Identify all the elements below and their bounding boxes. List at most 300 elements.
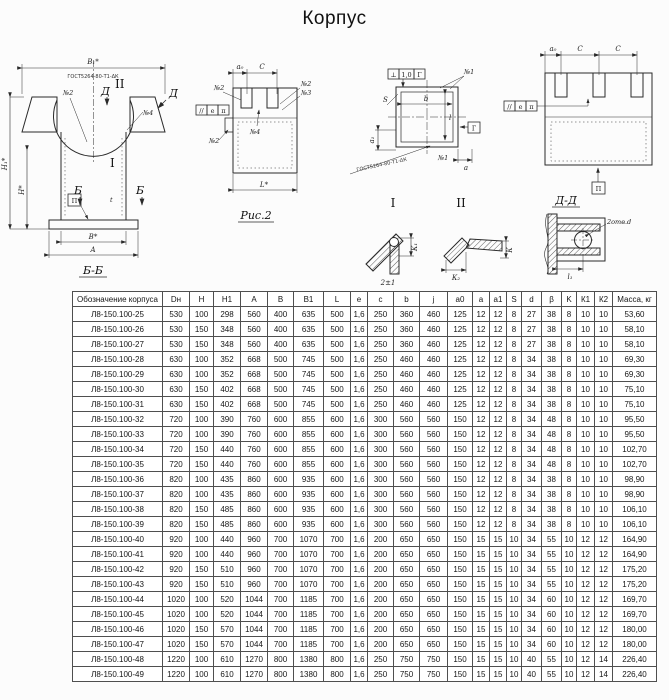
value-cell: 10 [577,457,595,472]
value-cell: 10 [595,337,613,352]
weld-callout-n1-bot: №1 [438,154,449,162]
value-cell: 150 [448,502,473,517]
value-cell: 38 [542,337,562,352]
designation-cell: Л8-150.100-27 [73,337,163,352]
value-cell: 34 [522,532,542,547]
value-cell: 15 [473,607,490,622]
value-cell: 8 [507,382,522,397]
value-cell: 200 [368,547,394,562]
value-cell: 12 [473,307,490,322]
value-cell: 352 [214,352,241,367]
weld-callout-n3: №3 [301,89,312,97]
gost-weld-note: ГОСТ5264-80-Т1-ΔК [67,74,119,80]
value-cell: 15 [473,592,490,607]
value-cell: 300 [368,502,394,517]
value-cell: 10 [562,637,577,652]
value-cell: 60 [542,592,562,607]
value-cell: 15 [490,547,507,562]
column-header: К1 [577,292,595,307]
column-header: B1 [294,292,324,307]
value-cell: 12 [473,472,490,487]
value-cell: 12 [490,337,507,352]
table-row [73,637,657,652]
value-cell: 12 [577,547,595,562]
value-cell: 15 [490,622,507,637]
value-cell: 8 [562,502,577,517]
value-cell: 8 [562,322,577,337]
value-cell: 55 [542,667,562,682]
weld-symbol-box [504,101,537,111]
value-cell: 12 [577,577,595,592]
value-cell: 1380 [294,652,324,667]
dim-a0-label: а₀ [549,45,557,53]
weld-cell: // [199,107,204,115]
value-cell: 630 [163,352,190,367]
value-cell: 560 [394,442,420,457]
value-cell: 500 [324,367,351,382]
value-cell: 935 [294,502,324,517]
value-cell: 150 [448,592,473,607]
dim-l1-label: l₁ [567,273,573,281]
value-cell: 10 [595,442,613,457]
value-cell: 560 [394,517,420,532]
value-cell: 10 [507,547,522,562]
value-cell: 12 [473,367,490,382]
value-cell: 15 [473,622,490,637]
value-cell: 745 [294,352,324,367]
value-cell: 402 [214,397,241,412]
value-cell: 10 [595,397,613,412]
value-cell: 226,40 [613,652,657,667]
designation-cell: Л8-150.100-45 [73,607,163,622]
table-row [73,517,657,532]
value-cell: 55 [542,652,562,667]
value-cell: 560 [420,457,448,472]
value-cell: 650 [394,622,420,637]
holes-note: 2отв.d [607,218,632,226]
gost-weld-note: ГОСТ5264-80-Т1-ΔК [356,156,408,174]
weld-callout-n2-left: №2 [214,84,225,92]
value-cell: 360 [394,322,420,337]
value-cell: 38 [542,517,562,532]
value-cell: 38 [542,367,562,382]
value-cell: 400 [268,337,294,352]
value-cell: 610 [214,652,241,667]
value-cell: 200 [368,622,394,637]
value-cell: 10 [577,352,595,367]
side-view-drawing [196,63,311,222]
value-cell: 1020 [163,592,190,607]
header-row [73,292,657,307]
value-cell: 164,90 [613,532,657,547]
value-cell: 34 [522,637,542,652]
value-cell: 10 [577,307,595,322]
value-cell: 8 [562,412,577,427]
value-cell: 8 [507,517,522,532]
value-cell: 8 [562,472,577,487]
value-cell: 8 [562,397,577,412]
value-cell: 100 [190,427,214,442]
table-row [73,562,657,577]
value-cell: 8 [562,367,577,382]
value-cell: 10 [562,577,577,592]
value-cell: 650 [394,532,420,547]
table-row [73,592,657,607]
dim-a1-label: а₁ [368,136,376,144]
value-cell: 650 [420,577,448,592]
value-cell: 1,6 [351,532,368,547]
value-cell: 935 [294,487,324,502]
value-cell: 55 [542,562,562,577]
value-cell: 200 [368,532,394,547]
table-row [73,427,657,442]
value-cell: 1270 [241,667,268,682]
value-cell: 1070 [294,577,324,592]
value-cell: 12 [577,667,595,682]
value-cell: 10 [595,502,613,517]
value-cell: 1185 [294,637,324,652]
value-cell: 10 [562,547,577,562]
value-cell: 635 [294,322,324,337]
value-cell: 1,6 [351,427,368,442]
value-cell: 15 [473,667,490,682]
table-row [73,607,657,622]
value-cell: 600 [268,442,294,457]
value-cell: 150 [448,487,473,502]
value-cell: 164,90 [613,547,657,562]
value-cell: 10 [562,652,577,667]
value-cell: 27 [522,337,542,352]
value-cell: 668 [241,382,268,397]
value-cell: 10 [595,352,613,367]
value-cell: 1,6 [351,397,368,412]
value-cell: 12 [490,397,507,412]
value-cell: 10 [595,472,613,487]
designation-cell: Л8-150.100-38 [73,502,163,517]
designation-cell: Л8-150.100-25 [73,307,163,322]
value-cell: 100 [190,307,214,322]
value-cell: 560 [394,487,420,502]
value-cell: 360 [394,307,420,322]
value-cell: 200 [368,562,394,577]
value-cell: 34 [522,487,542,502]
value-cell: 635 [294,307,324,322]
weld-cell: е [518,103,523,111]
value-cell: 27 [522,322,542,337]
value-cell: 8 [562,517,577,532]
detail-ii-caption: II [456,196,466,210]
value-cell: 100 [190,487,214,502]
value-cell: 38 [542,397,562,412]
value-cell: 650 [394,547,420,562]
value-cell: 10 [507,607,522,622]
section-b-left-label: Б [74,184,83,197]
value-cell: 10 [577,442,595,457]
value-cell: 1,6 [351,442,368,457]
value-cell: 10 [577,427,595,442]
value-cell: 1020 [163,607,190,622]
value-cell: 12 [473,442,490,457]
value-cell: 570 [214,637,241,652]
value-cell: 95,50 [613,412,657,427]
value-cell: 352 [214,367,241,382]
value-cell: 125 [448,322,473,337]
value-cell: 12 [490,427,507,442]
value-cell: 500 [324,337,351,352]
value-cell: 500 [268,352,294,367]
value-cell: 8 [507,457,522,472]
value-cell: 1,6 [351,367,368,382]
value-cell: 8 [562,457,577,472]
value-cell: 1070 [294,547,324,562]
designation-cell: Л8-150.100-28 [73,352,163,367]
value-cell: 250 [368,322,394,337]
dim-c1-label: C [577,45,583,53]
value-cell: 10 [577,412,595,427]
designation-cell: Л8-150.100-46 [73,622,163,637]
designation-cell: Л8-150.100-31 [73,397,163,412]
designation-cell: Л8-150.100-34 [73,442,163,457]
value-cell: 390 [214,427,241,442]
value-cell: 150 [448,412,473,427]
value-cell: 1044 [241,622,268,637]
value-cell: 15 [490,637,507,652]
value-cell: 12 [595,577,613,592]
value-cell: 8 [507,412,522,427]
value-cell: 15 [490,592,507,607]
value-cell: 100 [190,547,214,562]
value-cell: 15 [473,637,490,652]
value-cell: 38 [542,352,562,367]
value-cell: 150 [190,637,214,652]
table-row [73,652,657,667]
value-cell: 560 [241,322,268,337]
value-cell: 600 [268,517,294,532]
table-row [73,622,657,637]
designation-cell: Л8-150.100-44 [73,592,163,607]
value-cell: 15 [473,562,490,577]
column-header: S [507,292,522,307]
value-cell: 12 [577,592,595,607]
value-cell: 1,6 [351,652,368,667]
spec-table-head [73,292,657,307]
value-cell: 40 [522,652,542,667]
value-cell: 760 [241,427,268,442]
value-cell: 200 [368,577,394,592]
value-cell: 460 [420,382,448,397]
value-cell: 34 [522,562,542,577]
weld-cell: п [221,107,226,115]
column-header: j [420,292,448,307]
value-cell: 12 [577,652,595,667]
value-cell: 760 [241,442,268,457]
dim-a-label: a [463,164,469,172]
value-cell: 38 [542,487,562,502]
value-cell: 500 [324,307,351,322]
value-cell: 820 [163,502,190,517]
value-cell: 12 [577,622,595,637]
detail-i-caption: I [390,196,396,210]
value-cell: 560 [394,427,420,442]
value-cell: 14 [595,667,613,682]
weld-callout-n4: №4 [250,128,261,136]
value-cell: 1044 [241,607,268,622]
value-cell: 960 [241,547,268,562]
value-cell: 12 [490,487,507,502]
value-cell: 55 [542,577,562,592]
value-cell: 180,00 [613,637,657,652]
value-cell: 560 [420,442,448,457]
value-cell: 1,6 [351,472,368,487]
value-cell: 820 [163,487,190,502]
table-row [73,547,657,562]
value-cell: 720 [163,442,190,457]
value-cell: 650 [394,592,420,607]
column-header: L [324,292,351,307]
weld-cell: п [529,103,534,111]
table-row [73,367,657,382]
dim-c-label: C [259,63,265,71]
value-cell: 650 [394,637,420,652]
value-cell: 150 [448,562,473,577]
value-cell: 960 [241,577,268,592]
value-cell: 1,6 [351,382,368,397]
column-header: b [394,292,420,307]
value-cell: 100 [190,667,214,682]
value-cell: 12 [473,352,490,367]
value-cell: 8 [507,502,522,517]
value-cell: 1220 [163,667,190,682]
value-cell: 460 [420,397,448,412]
value-cell: 510 [214,562,241,577]
value-cell: 200 [368,592,394,607]
value-cell: 745 [294,382,324,397]
value-cell: 12 [595,622,613,637]
value-cell: 402 [214,382,241,397]
spec-table-body [73,307,657,682]
designation-cell: Л8-150.100-33 [73,427,163,442]
value-cell: 150 [190,322,214,337]
value-cell: 150 [190,502,214,517]
value-cell: 700 [268,577,294,592]
value-cell: 10 [507,667,522,682]
value-cell: 650 [420,637,448,652]
column-header: c [368,292,394,307]
value-cell: 12 [473,337,490,352]
value-cell: 800 [268,652,294,667]
page-title: Корпус [302,8,367,29]
value-cell: 460 [394,382,420,397]
table-row [73,307,657,322]
weld-callout-n1-top: №1 [464,68,475,76]
value-cell: 500 [324,397,351,412]
value-cell: 8 [507,367,522,382]
value-cell: 150 [448,667,473,682]
value-cell: 8 [507,487,522,502]
value-cell: 12 [490,307,507,322]
value-cell: 10 [577,517,595,532]
value-cell: 180,00 [613,622,657,637]
value-cell: 435 [214,487,241,502]
designation-cell: Л8-150.100-48 [73,652,163,667]
detail-mark-i: I [110,156,115,170]
value-cell: 1,6 [351,592,368,607]
value-cell: 700 [324,637,351,652]
value-cell: 250 [368,352,394,367]
value-cell: 935 [294,517,324,532]
value-cell: 500 [324,352,351,367]
dim-l-label: l [449,114,452,122]
value-cell: 150 [448,607,473,622]
designation-cell: Л8-150.100-37 [73,487,163,502]
value-cell: 500 [268,367,294,382]
value-cell: 720 [163,457,190,472]
value-cell: 60 [542,622,562,637]
value-cell: 1,6 [351,307,368,322]
value-cell: 150 [448,637,473,652]
value-cell: 650 [394,607,420,622]
value-cell: 700 [324,562,351,577]
value-cell: 12 [473,397,490,412]
value-cell: 300 [368,457,394,472]
value-cell: 650 [420,547,448,562]
value-cell: 460 [420,367,448,382]
designation-cell: Л8-150.100-36 [73,472,163,487]
thickness-t-label: t [110,196,113,204]
value-cell: 300 [368,442,394,457]
value-cell: 150 [190,382,214,397]
value-cell: 348 [214,337,241,352]
value-cell: 460 [394,352,420,367]
value-cell: 750 [394,667,420,682]
value-cell: 98,90 [613,487,657,502]
value-cell: 15 [490,532,507,547]
value-cell: 38 [542,322,562,337]
value-cell: 435 [214,472,241,487]
table-row [73,532,657,547]
value-cell: 12 [490,367,507,382]
value-cell: 1,6 [351,502,368,517]
value-cell: 34 [522,622,542,637]
value-cell: 1044 [241,592,268,607]
value-cell: 855 [294,427,324,442]
value-cell: 250 [368,307,394,322]
value-cell: 10 [577,397,595,412]
column-header: H1 [214,292,241,307]
value-cell: 920 [163,577,190,592]
value-cell: 700 [268,532,294,547]
value-cell: 150 [190,622,214,637]
value-cell: 10 [562,592,577,607]
value-cell: 175,20 [613,577,657,592]
value-cell: 10 [507,532,522,547]
weld-callout-n2-low: №2 [209,137,220,145]
value-cell: 1044 [241,637,268,652]
value-cell: 560 [394,412,420,427]
value-cell: 34 [522,367,542,382]
value-cell: 10 [595,412,613,427]
value-cell: 460 [420,307,448,322]
value-cell: 10 [507,652,522,667]
value-cell: 125 [448,307,473,322]
value-cell: 250 [368,652,394,667]
value-cell: 530 [163,307,190,322]
value-cell: 12 [473,322,490,337]
table-row [73,382,657,397]
value-cell: 150 [448,577,473,592]
value-cell: 75,10 [613,382,657,397]
value-cell: 1,6 [351,412,368,427]
